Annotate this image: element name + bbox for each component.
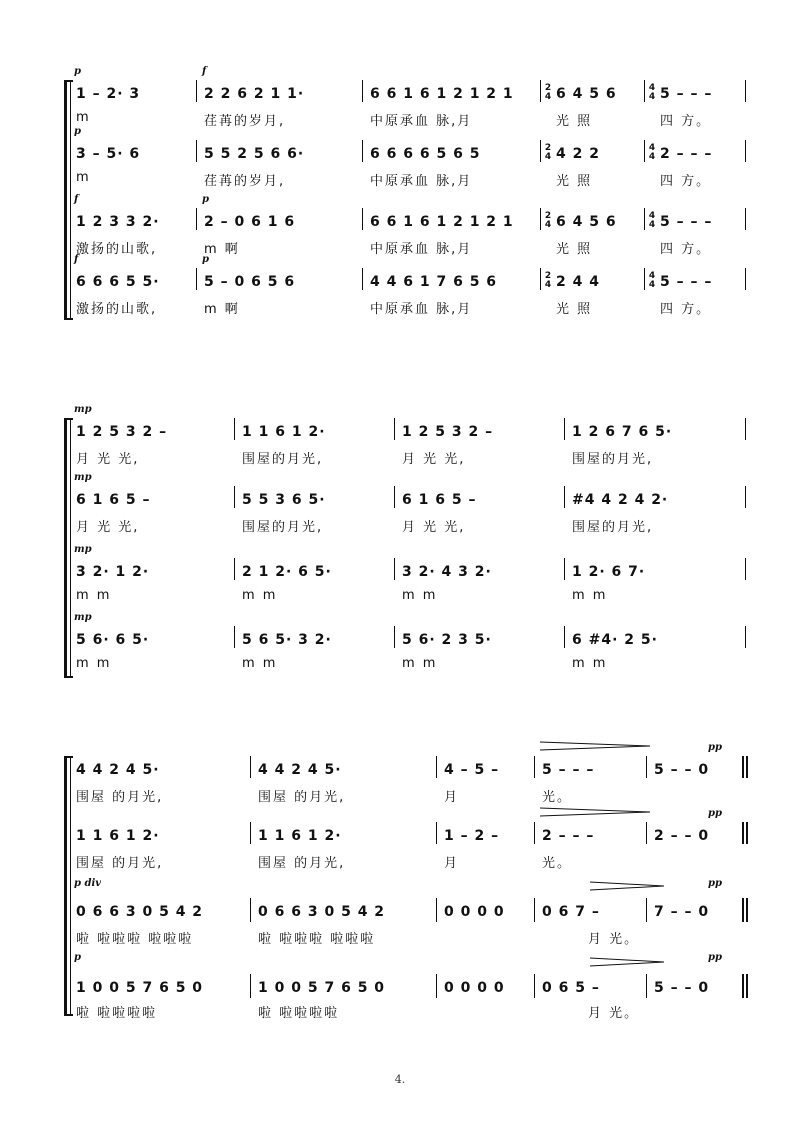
notes: 5 – – 0 xyxy=(654,980,710,996)
voice-part-2 xyxy=(70,808,746,874)
notes: 2 1 2· 6 5· xyxy=(242,564,332,580)
barline xyxy=(362,268,363,290)
lyrics: 四 方。 xyxy=(660,242,712,257)
dynamic-mark: p xyxy=(74,952,81,963)
barline xyxy=(234,558,235,580)
lyrics: 光 照 xyxy=(556,302,593,317)
barline xyxy=(646,898,647,922)
dynamic-mark: p xyxy=(202,194,209,205)
barline xyxy=(436,822,437,844)
notes: 4 4 2 4 5· xyxy=(258,762,342,778)
lyrics: 围屋 的月光, xyxy=(258,790,346,805)
barline xyxy=(196,80,197,102)
dynamic-mark: p xyxy=(74,126,81,137)
voice-part-1 xyxy=(70,404,746,470)
voice-part-1 xyxy=(70,742,746,808)
barline xyxy=(540,140,541,162)
voice-part-4 xyxy=(70,952,746,1021)
lyrics: 月 光 光, xyxy=(402,452,466,467)
barline xyxy=(250,756,251,778)
notes: 4 2 2 xyxy=(556,146,600,162)
lyrics: 荏苒的岁月, xyxy=(204,174,286,189)
lyrics: m 啊 xyxy=(204,302,240,317)
lyrics: 光 照 xyxy=(556,114,593,129)
barline xyxy=(362,80,363,102)
notes: 3 2· 4 3 2· xyxy=(402,564,492,580)
lyrics: 月 光 光, xyxy=(76,452,140,467)
barline xyxy=(564,558,565,580)
dynamic-mark: p xyxy=(74,66,81,77)
barline xyxy=(564,486,565,508)
time-signature xyxy=(648,84,656,102)
dynamic-mark: pp xyxy=(708,952,722,963)
notes: 5 – – – xyxy=(542,762,595,778)
dynamic-mark: mp xyxy=(74,472,92,483)
final-barline xyxy=(746,974,748,998)
notes: 2 – 0 6 1 6 xyxy=(204,214,296,230)
barline xyxy=(234,418,235,440)
notes: 5 6· 2 3 5· xyxy=(402,632,492,648)
final-barline xyxy=(746,756,748,778)
final-barline xyxy=(742,756,744,778)
dynamic-mark: mp xyxy=(74,404,92,415)
time-sig-bottom: 4 xyxy=(544,152,552,162)
barline xyxy=(534,898,535,922)
lyrics: 中原承血 脉,月 xyxy=(370,174,473,189)
lyrics: m m xyxy=(572,656,608,671)
notes: 1 0 0 5 7 6 5 0 xyxy=(258,980,386,996)
score-system-2 xyxy=(56,404,746,678)
lyrics: m xyxy=(76,170,91,185)
notes: 5 – – – xyxy=(660,214,713,230)
time-sig-bottom: 4 xyxy=(648,280,656,290)
notes: 6 1 6 5 – xyxy=(76,492,151,508)
lyrics: m xyxy=(76,110,91,125)
dynamic-mark: pp xyxy=(708,808,722,819)
notes: 2 4 4 xyxy=(556,274,600,290)
lyrics: m m xyxy=(572,588,608,603)
notes: 6 4 5 6 xyxy=(556,86,617,102)
final-barline xyxy=(742,974,744,998)
time-signature xyxy=(544,212,552,230)
lyrics: 啦 啦啦啦啦 xyxy=(76,1006,158,1021)
barline xyxy=(196,208,197,230)
lyrics: 围屋的月光, xyxy=(572,520,654,535)
barline xyxy=(745,486,746,508)
lyrics: 荏苒的岁月, xyxy=(204,114,286,129)
lyrics: 围屋的月光, xyxy=(242,452,324,467)
barline xyxy=(250,822,251,844)
time-sig-top: 2 xyxy=(544,271,552,281)
notes: 5 – – 0 xyxy=(654,762,710,778)
lyrics: 月 xyxy=(444,856,460,871)
lyrics: 月 xyxy=(444,790,460,805)
notes: 5 6· 6 5· xyxy=(76,632,150,648)
voice-part-2 xyxy=(70,126,746,192)
notes: 6 6 1 6 1 2 1 2 1 xyxy=(370,86,514,102)
notes: 1 – 2 – xyxy=(444,828,500,844)
barline xyxy=(745,140,746,162)
time-sig-top: 2 xyxy=(544,211,552,221)
time-sig-bottom: 4 xyxy=(648,92,656,102)
barline xyxy=(646,756,647,778)
barline xyxy=(534,756,535,778)
final-barline xyxy=(742,898,744,922)
barline xyxy=(196,268,197,290)
voice-part-1 xyxy=(70,66,746,132)
notes: 1 2 3 3 2· xyxy=(76,214,160,230)
lyrics: m m xyxy=(76,588,112,603)
barline xyxy=(234,626,235,648)
time-sig-bottom: 4 xyxy=(544,92,552,102)
notes: 6 6 1 6 1 2 1 2 1 xyxy=(370,214,514,230)
voice-part-2 xyxy=(70,472,746,538)
barline xyxy=(250,974,251,998)
barline xyxy=(394,486,395,508)
notes: 5 5 3 6 5· xyxy=(242,492,326,508)
notes: 5 – 0 6 5 6 xyxy=(204,274,296,290)
time-signature xyxy=(544,272,552,290)
barline xyxy=(540,208,541,230)
barline xyxy=(394,418,395,440)
time-signature xyxy=(544,144,552,162)
time-sig-top: 2 xyxy=(544,83,552,93)
barline xyxy=(436,974,437,998)
time-sig-top: 2 xyxy=(544,143,552,153)
barline xyxy=(644,80,645,102)
notes: 2 – – – xyxy=(542,828,595,844)
time-sig-bottom: 4 xyxy=(544,280,552,290)
barline xyxy=(745,268,746,290)
barline xyxy=(745,208,746,230)
decrescendo-hairpin xyxy=(540,740,652,752)
notes: 1 1 6 1 2· xyxy=(242,424,326,440)
dynamic-mark: f xyxy=(74,194,79,205)
notes: 1 1 6 1 2· xyxy=(76,828,160,844)
barline xyxy=(644,140,645,162)
barline xyxy=(436,756,437,778)
dynamic-mark: pp xyxy=(708,742,722,753)
lyrics: m m xyxy=(76,656,112,671)
time-signature xyxy=(544,84,552,102)
notes: 0 0 0 0 xyxy=(444,904,505,920)
decrescendo-hairpin xyxy=(590,956,666,968)
barline xyxy=(745,418,746,440)
decrescendo-hairpin xyxy=(540,806,652,818)
notes: 2 – – 0 xyxy=(654,828,710,844)
time-sig-bottom: 4 xyxy=(648,152,656,162)
notes: 1 2 5 3 2 – xyxy=(402,424,494,440)
lyrics: 光 照 xyxy=(556,242,593,257)
lyrics: 四 方。 xyxy=(660,302,712,317)
barline xyxy=(362,208,363,230)
lyrics: m m xyxy=(402,588,438,603)
barline xyxy=(394,558,395,580)
lyrics: 中原承血 脉,月 xyxy=(370,302,473,317)
barline xyxy=(745,558,746,580)
barline xyxy=(234,486,235,508)
lyrics: m 啊 xyxy=(204,242,240,257)
time-sig-bottom: 4 xyxy=(648,220,656,230)
time-sig-top: 4 xyxy=(648,211,656,221)
lyrics: 围屋 的月光, xyxy=(76,790,164,805)
notes: 1 0 0 5 7 6 5 0 xyxy=(76,980,204,996)
notes: 0 6 7 – xyxy=(542,904,600,920)
notes: 1 2 5 3 2 – xyxy=(76,424,168,440)
notes: 2 – – – xyxy=(660,146,713,162)
dynamic-mark: pp xyxy=(708,878,722,889)
notes: 6 1 6 5 – xyxy=(402,492,477,508)
voice-part-3 xyxy=(70,544,746,610)
lyrics: 光。 xyxy=(542,790,573,805)
barline xyxy=(646,974,647,998)
time-sig-bottom: 4 xyxy=(544,220,552,230)
notes: 1 1 6 1 2· xyxy=(258,828,342,844)
notes: 4 – 5 – xyxy=(444,762,500,778)
notes: 6 6 6 6 5 6 5 xyxy=(370,146,481,162)
voice-part-4 xyxy=(70,254,746,320)
lyrics: m m xyxy=(242,588,278,603)
notes: 6 #4· 2 5· xyxy=(572,632,658,648)
barline xyxy=(646,822,647,844)
lyrics: 月 光 光, xyxy=(76,520,140,535)
notes: #4 4 2 4 2· xyxy=(572,492,669,508)
lyrics: 啦 啦啦啦啦 xyxy=(258,1006,340,1021)
final-barline xyxy=(746,822,748,844)
time-sig-top: 4 xyxy=(648,271,656,281)
time-signature xyxy=(648,212,656,230)
lyrics: 围屋 的月光, xyxy=(258,856,346,871)
dynamic-mark: p div xyxy=(74,878,102,889)
lyrics: 围屋 的月光, xyxy=(76,856,164,871)
barline xyxy=(196,140,197,162)
notes: 3 2· 1 2· xyxy=(76,564,150,580)
barline xyxy=(745,626,746,648)
notes: 0 0 0 0 xyxy=(444,980,505,996)
notes: 5 6 5· 3 2· xyxy=(242,632,332,648)
notes: 5 – – – xyxy=(660,274,713,290)
lyrics: 光 照 xyxy=(556,174,593,189)
lyrics: 光。 xyxy=(542,856,573,871)
notes: 4 4 6 1 7 6 5 6 xyxy=(370,274,498,290)
notes: 0 6 5 – xyxy=(542,980,600,996)
notes: 5 – – – xyxy=(660,86,713,102)
barline xyxy=(540,268,541,290)
barline xyxy=(436,898,437,922)
lyrics: 月 光 光, xyxy=(402,520,466,535)
time-sig-top: 4 xyxy=(648,143,656,153)
notes: 0 6 6 3 0 5 4 2 xyxy=(258,904,386,920)
barline xyxy=(250,898,251,922)
voice-part-4 xyxy=(70,612,746,678)
time-signature xyxy=(648,144,656,162)
notes: 6 6 6 5 5· xyxy=(76,274,160,290)
notes: 1 – 2· 3 xyxy=(76,86,141,102)
notes: 4 4 2 4 5· xyxy=(76,762,160,778)
notes: 1 2 6 7 6 5· xyxy=(572,424,673,440)
barline xyxy=(394,626,395,648)
lyrics: 激扬的山歌, xyxy=(76,242,158,257)
lyrics: 中原承血 脉,月 xyxy=(370,242,473,257)
barline xyxy=(534,822,535,844)
notes: 0 6 6 3 0 5 4 2 xyxy=(76,904,204,920)
barline xyxy=(644,268,645,290)
lyrics: 啦 啦啦啦 啦啦啦 xyxy=(76,932,194,947)
score-system-1 xyxy=(56,66,746,320)
dynamic-mark: p xyxy=(202,254,209,265)
decrescendo-hairpin xyxy=(590,880,666,892)
dynamic-mark: f xyxy=(74,254,79,265)
barline xyxy=(362,140,363,162)
notes: 1 2· 6 7· xyxy=(572,564,646,580)
lyrics: 四 方。 xyxy=(660,114,712,129)
barline xyxy=(564,626,565,648)
time-signature xyxy=(648,272,656,290)
score-system-3 xyxy=(56,742,746,1021)
barline xyxy=(564,418,565,440)
dynamic-mark: mp xyxy=(74,544,92,555)
lyrics: 啦 啦啦啦 啦啦啦 xyxy=(258,932,376,947)
dynamic-mark: f xyxy=(202,66,207,77)
lyrics: 中原承血 脉,月 xyxy=(370,114,473,129)
final-barline xyxy=(742,822,744,844)
lyrics: 月 光。 xyxy=(588,1006,640,1021)
time-sig-top: 4 xyxy=(648,83,656,93)
notes: 6 4 5 6 xyxy=(556,214,617,230)
notes: 7 – – 0 xyxy=(654,904,710,920)
lyrics: m m xyxy=(242,656,278,671)
final-barline xyxy=(746,898,748,922)
voice-part-3 xyxy=(70,878,746,948)
lyrics: m m xyxy=(402,656,438,671)
notes: 3 – 5· 6 xyxy=(76,146,141,162)
barline xyxy=(745,80,746,102)
lyrics: 围屋的月光, xyxy=(242,520,324,535)
lyrics: 月 光。 xyxy=(588,932,640,947)
barline xyxy=(534,974,535,998)
lyrics: 四 方。 xyxy=(660,174,712,189)
dynamic-mark: mp xyxy=(74,612,92,623)
barline xyxy=(644,208,645,230)
lyrics: 激扬的山歌, xyxy=(76,302,158,317)
voice-part-3 xyxy=(70,194,746,260)
lyrics: 围屋的月光, xyxy=(572,452,654,467)
page-number: 4. xyxy=(394,1073,406,1086)
notes: 2 2 6 2 1 1· xyxy=(204,86,305,102)
barline xyxy=(540,80,541,102)
notes: 5 5 2 5 6 6· xyxy=(204,146,305,162)
